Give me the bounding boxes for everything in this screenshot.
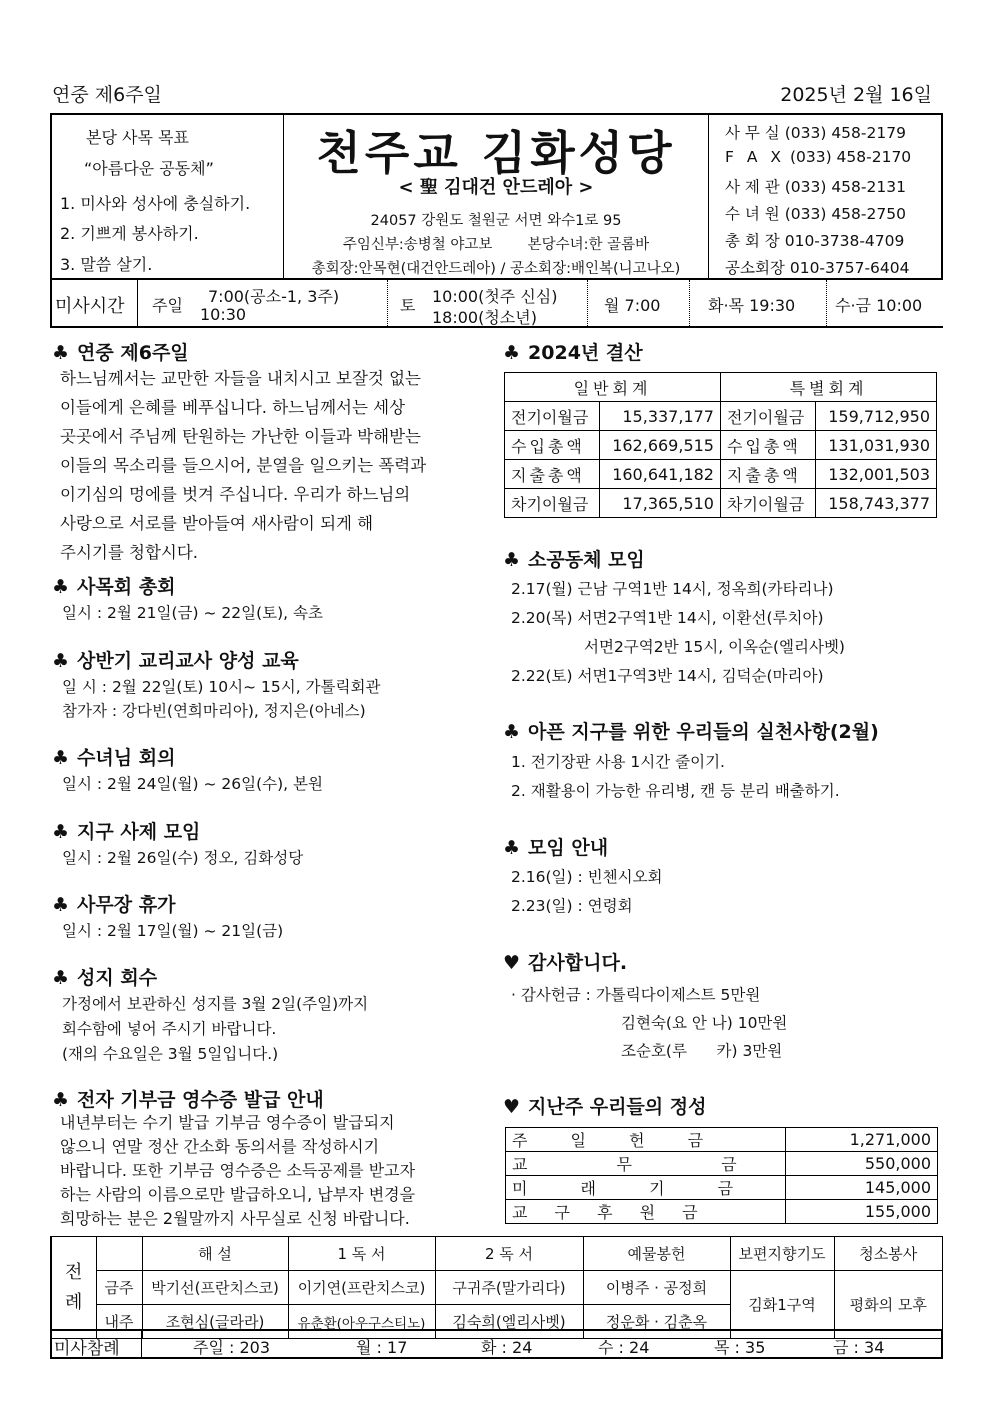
club-icon: ♣ (503, 721, 521, 743)
table-row: 내주 조현심(글라라) 유춘환(아우구스티노) 김숙희(엘리사벳) 정운화 · 김춘옥 (51, 1305, 943, 1339)
community-item: 2.20(목) 서면2구역1반 14시, 이환선(루치아) (511, 609, 824, 627)
section-thanks-title: ♥ 감사합니다. (503, 952, 628, 974)
club-icon: ♣ (52, 1089, 70, 1111)
section-meetings-title: ♣ 모임 안내 (503, 837, 609, 859)
palm-detail: 가정에서 보관하신 성지를 3월 2일(주일)까지 회수함에 넣어 주시기 바랍니다. (재의 수요일은 3월 5일입니다.) (62, 995, 369, 1063)
church-address: 24057 강원도 철원군 서면 와수1로 95 (370, 213, 622, 229)
council-detail: 일시 : 2월 21일(금) ~ 22일(토), 속초 (62, 604, 323, 622)
week-label: 연중 제6주일 (52, 84, 162, 106)
clergy-line (284, 233, 708, 254)
table-header: 일반회계 (505, 373, 721, 402)
section-palm-title: ♣ 성지 회수 (52, 967, 158, 989)
liturgy-roster (50, 1236, 943, 1339)
contact-item: 사 제 관 (033) 458-2131 (725, 178, 906, 196)
nuns-detail: 일시 : 2월 24일(월) ~ 26일(수), 본원 (62, 775, 323, 793)
section-earth-title: ♣ 아픈 지구를 위한 우리들의 실천사항(2월) (503, 721, 879, 743)
presidents-line: 총회장:안목현(대건안드레아) / 공소회장:배인복(니고나오) (311, 261, 681, 277)
table-row: 금주 박기선(프란치스코) 이기연(프란치스코) 구귀주(말가리다) 이병주 · 공정희 김화1구역 평화의 모후 (51, 1271, 943, 1305)
earth-item: 1. 전기장판 사용 1시간 줄이기. (511, 753, 725, 771)
contact-list (709, 115, 941, 278)
issue-date: 2025년 2월 16일 (780, 84, 932, 106)
table-row: 전기이월금 15,337,177 전기이월금 159,712,950 (505, 402, 937, 431)
section-sunday-title: ♣ 연중 제6주일 (52, 342, 189, 364)
meeting-item: 2.16(일) : 빈첸시오회 (511, 868, 663, 886)
tue-thu-cell: 화·목 19:30 (690, 280, 827, 328)
roster-side-label: 전례 (51, 1237, 96, 1339)
sunday-reflection: 하느님께서는 교만한 자들을 내치시고 보잘것 없는 이들에게 은혜를 베푸십니다. 하느님께서는 세상 곳곳에서 주님께 탄원하는 가난한 이들과 박해받는 이들의 목소리를 들으시어, 분열을 일으키는 폭력과 이기심의 멍에를 벗겨 주십니다. 우리가 하느님의 사랑으로 서로를 받아들여 새사람이 되게 해 주시기를 청합시다. (60, 369, 427, 562)
catechist-date: 일 시 : 2월 22일(토) 10시~ 15시, 가톨릭회관 (62, 678, 381, 696)
settlement-table (504, 372, 937, 518)
goals-title: 본당 사목 목표 (86, 128, 189, 147)
wed-fri-cell: 수·금 10:00 (835, 296, 923, 315)
community-item: 2.17(월) 근남 구역1반 14시, 정옥희(카타리나) (511, 580, 834, 598)
attendance-mon: 월 : 17 (356, 1338, 408, 1357)
sunday-cell: 주일 7:00(공소-1, 3주) 10:30 (138, 280, 388, 328)
vacation-detail: 일시 : 2월 17일(월) ~ 21일(금) (62, 922, 284, 940)
pastoral-goals (52, 115, 284, 278)
patron-saint: < 聖 김대건 안드레아 > (398, 177, 594, 198)
table-row: 주 일 헌 금 1,271,000 (506, 1128, 938, 1152)
community-item: 서면2구역2반 15시, 이옥순(엘리사벳) (584, 638, 845, 656)
thanks-line: · 감사헌금 : 가톨릭다이제스트 5만원 (511, 986, 761, 1004)
section-priests-title: ♣ 지구 사제 모임 (52, 821, 201, 843)
contact-item: 총 회 장 010-3738-4709 (725, 232, 905, 250)
header-box (50, 113, 943, 280)
club-icon: ♣ (52, 821, 70, 843)
attendance-row (50, 1329, 943, 1359)
table-row: 지출총액 160,641,182 지출총액 132,001,503 (505, 460, 937, 489)
contact-item: F A X (033) 458-2170 (725, 148, 912, 166)
club-icon: ♣ (52, 650, 70, 672)
heart-icon: ♥ (503, 1096, 521, 1118)
table-header: 보편지향기도 (730, 1237, 834, 1271)
table-row: 수입총액 162,669,515 수입총액 131,031,930 (505, 431, 937, 460)
contact-item: 수 녀 원 (033) 458-2750 (725, 205, 906, 223)
nun: 본당수녀:한 골롬바 (527, 237, 650, 253)
table-header: 특별회계 (720, 373, 936, 402)
table-row: 교 무 금 550,000 (506, 1152, 938, 1176)
club-icon: ♣ (52, 967, 70, 989)
goal-item: 1. 미사와 성사에 충실하기. (60, 194, 251, 213)
table-row: 미 래 기 금 145,000 (506, 1176, 938, 1200)
cleaning-group: 평화의 모후 (834, 1271, 943, 1339)
mass-label-cell (50, 280, 138, 328)
priests-detail: 일시 : 2월 26일(수) 정오, 김화성당 (62, 849, 304, 867)
mass-times-label: 미사시간 (55, 296, 125, 317)
monday-cell: 월 7:00 (588, 280, 690, 328)
table-header: 1 독 서 (288, 1237, 435, 1271)
club-icon: ♣ (52, 342, 70, 364)
heart-icon: ♥ (503, 952, 521, 974)
attendance-wed: 수 : 24 (598, 1338, 650, 1357)
church-info (284, 115, 709, 278)
goals-motto: “아름다운 공동체” (84, 159, 214, 178)
thanks-line: 김현숙(요 안 나) 10만원 (621, 1014, 788, 1032)
section-receipt-title: ♣ 전자 기부금 영수증 발급 안내 (52, 1089, 324, 1111)
attendance-sun: 주일 : 203 (193, 1338, 271, 1357)
club-icon: ♣ (52, 576, 70, 598)
section-catechist-title: ♣ 상반기 교리교사 양성 교육 (52, 650, 299, 672)
goal-item: 2. 기쁘게 봉사하기. (60, 224, 199, 243)
pastor: 주임신부:송병철 야고보 (342, 237, 493, 253)
catechist-participants: 참가자 : 강다빈(연희마리아), 정지은(아네스) (62, 702, 366, 720)
section-vacation-title: ♣ 사무장 휴가 (52, 894, 176, 916)
offering-table (505, 1127, 938, 1224)
club-icon: ♣ (503, 549, 521, 571)
table-row: 차기이월금 17,365,510 차기이월금 158,743,377 (505, 489, 937, 518)
section-offering-title: ♥ 지난주 우리들의 정성 (503, 1096, 707, 1118)
receipt-detail: 내년부터는 수기 발급 기부금 영수증이 발급되지 않으니 연말 정산 간소화 동의서를 작성하시기 바랍니다. 또한 기부금 영수증은 소득공제를 받고자 하는 사람의 이름으로만 발급하오니, 납부자 변경을 희망하는 분은 2월말까지 사무실로 신청 바랍니다. (60, 1113, 416, 1228)
saturday-cell: 토 10:00(첫주 신심) 18:00(청소년) (388, 280, 588, 328)
contact-item: 사 무 실 (033) 458-2179 (725, 124, 906, 142)
thanks-line: 조순호(루 카) 3만원 (621, 1042, 783, 1060)
table-header: 예물봉헌 (583, 1237, 730, 1271)
club-icon: ♣ (52, 747, 70, 769)
community-item: 2.22(토) 서면1구역3반 14시, 김덕순(마리아) (511, 667, 824, 685)
mass-times-row (50, 280, 943, 328)
table-header: 2 독 서 (435, 1237, 583, 1271)
section-nuns-title: ♣ 수녀님 회의 (52, 747, 176, 769)
meeting-item: 2.23(일) : 연령회 (511, 897, 633, 915)
section-settlement-title: ♣ 2024년 결산 (503, 342, 643, 364)
goal-item: 3. 말씀 살기. (60, 255, 153, 274)
section-community-title: ♣ 소공동체 모임 (503, 549, 645, 571)
church-name: 천주교 김화성당 (316, 126, 676, 180)
attendance-label: 미사참례 (54, 1339, 120, 1359)
club-icon: ♣ (52, 894, 70, 916)
prayer-group: 김화1구역 (730, 1271, 834, 1339)
table-header: 청소봉사 (834, 1237, 943, 1271)
table-row: 교 구 후 원 금 155,000 (506, 1200, 938, 1224)
table-header: 해 설 (142, 1237, 288, 1271)
contact-item: 공소회장 010-3757-6404 (725, 259, 910, 277)
attendance-fri: 금 : 34 (833, 1338, 885, 1357)
earth-item: 2. 재활용이 가능한 유리병, 캔 등 분리 배출하기. (511, 782, 840, 800)
attendance-thu: 목 : 35 (714, 1338, 766, 1357)
attendance-tue: 화 : 24 (481, 1338, 533, 1357)
section-council-title: ♣ 사목회 총회 (52, 576, 176, 598)
club-icon: ♣ (503, 837, 521, 859)
club-icon: ♣ (503, 342, 521, 364)
